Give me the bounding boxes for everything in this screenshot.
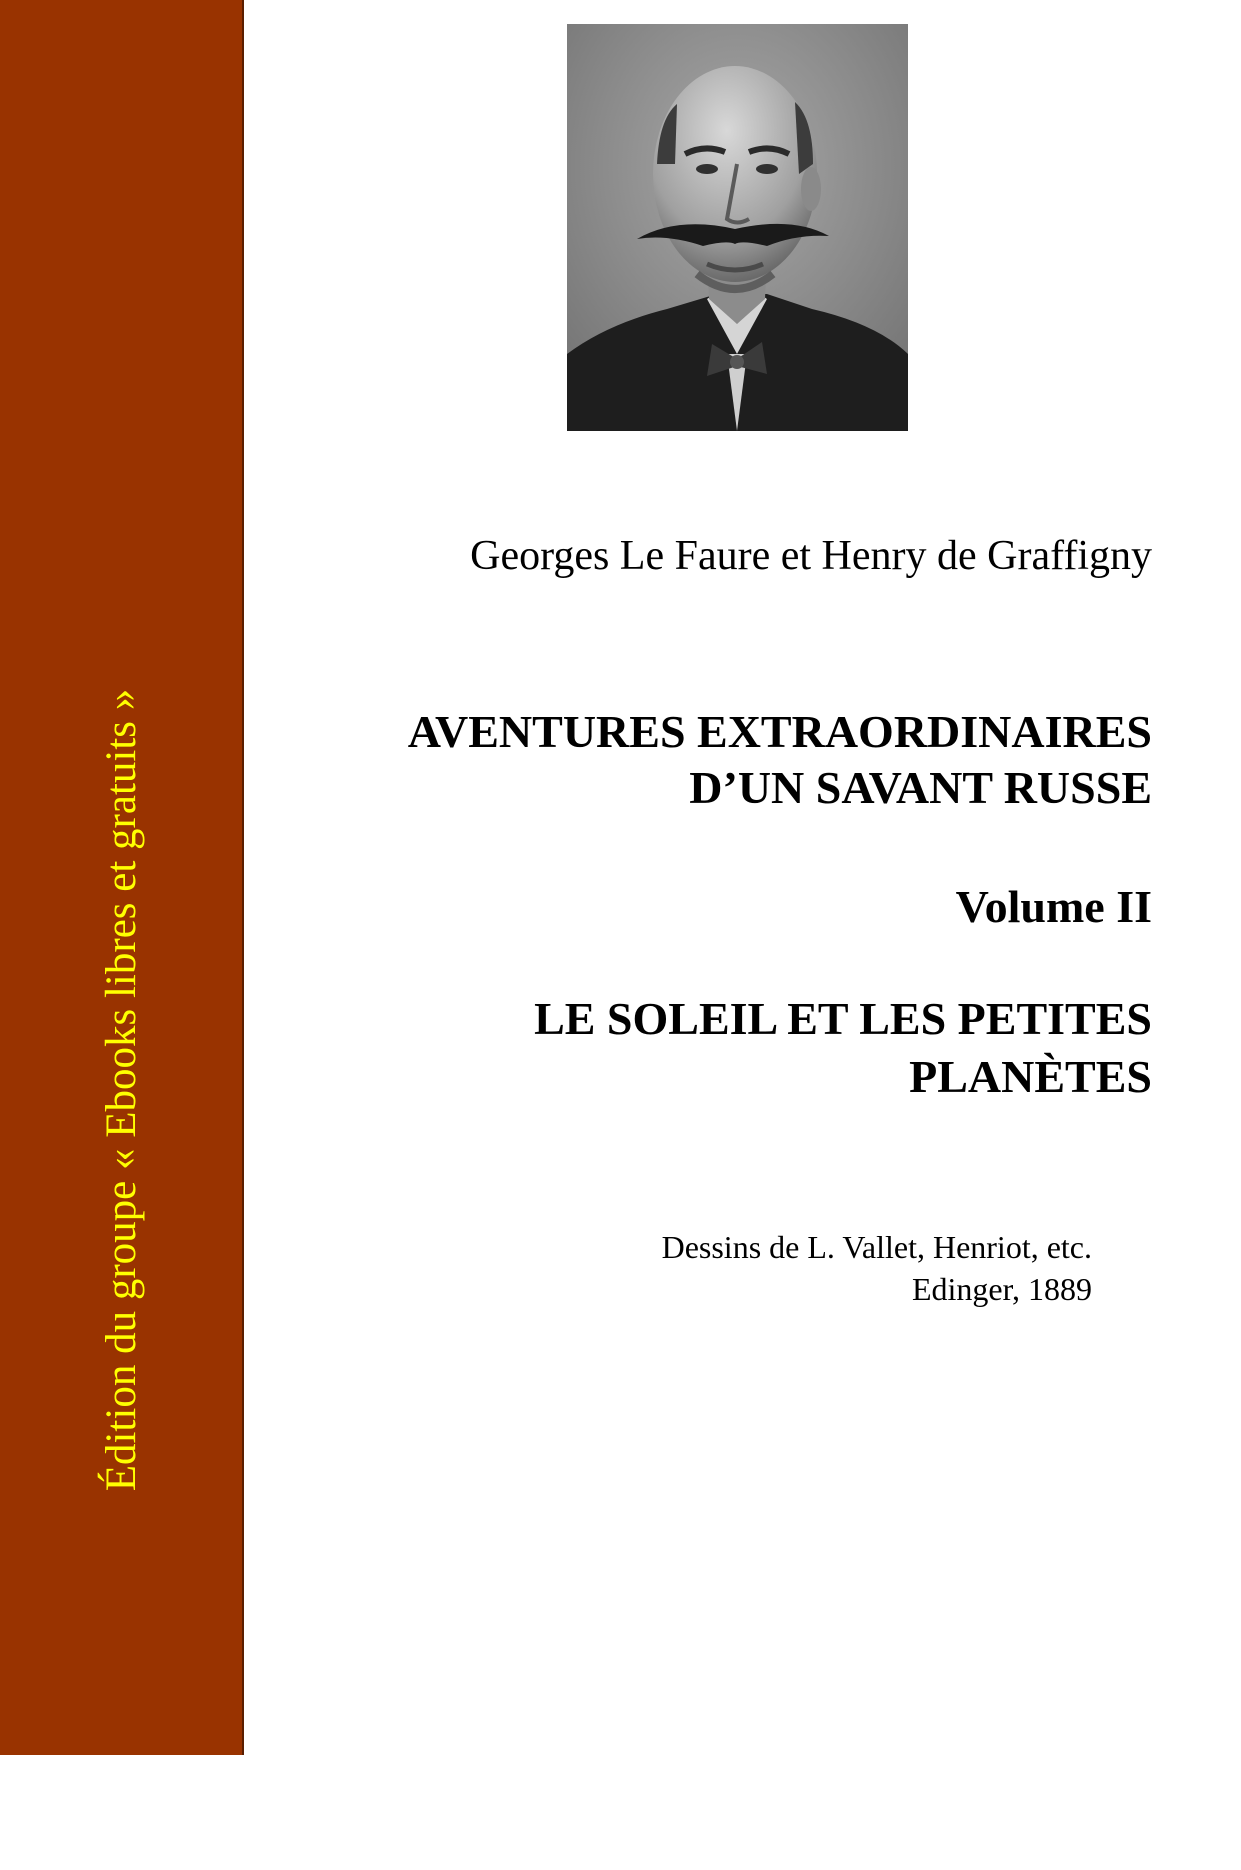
- side-band: [0, 0, 244, 1755]
- book-title-line-2: D’UN SAVANT RUSSE: [689, 762, 1152, 813]
- book-title-line-1: AVENTURES EXTRAORDINAIRES: [407, 706, 1152, 757]
- illustrations-credit: Dessins de L. Vallet, Henriot, etc.: [661, 1229, 1092, 1265]
- book-authors: Georges Le Faure et Henry de Graffigny: [470, 533, 1152, 579]
- volume-subtitle: [250, 990, 1152, 1106]
- volume-subtitle-line-1: LE SOLEIL ET LES PETITES: [534, 993, 1152, 1044]
- publisher-series-label: Édition du groupe « Ebooks libres et gratuits »: [98, 688, 145, 1492]
- volume-label: Volume II: [955, 881, 1152, 932]
- publisher-credit: Edinger, 1889: [911, 1271, 1092, 1307]
- author-portrait-image: [567, 24, 908, 431]
- book-title: [250, 704, 1152, 816]
- credits: [450, 1226, 1092, 1310]
- volume-subtitle-line-2: PLANÈTES: [909, 1051, 1152, 1102]
